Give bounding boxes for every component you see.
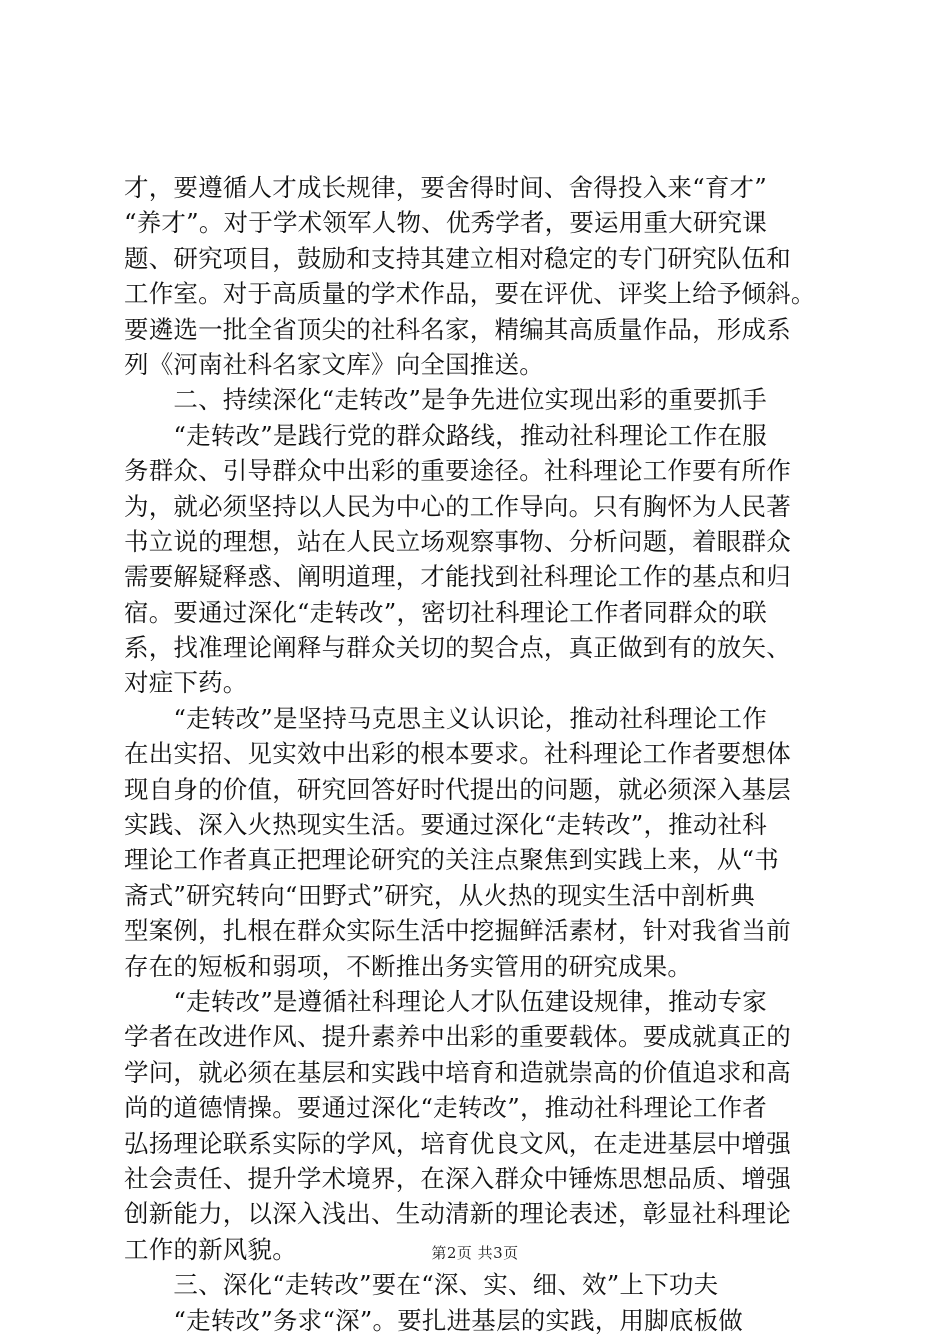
text-line: 现自身的价值，研究回答好时代提出的问题，就必须深入基层: [124, 774, 791, 804]
text-line: 学者在改进作风、提升素养中出彩的重要载体。要成就真正的: [124, 1022, 791, 1052]
document-body: [124, 170, 836, 1338]
text-line: 弘扬理论联系实际的学风，培育优良文风，在走进基层中增强: [124, 1128, 791, 1158]
text-line: 列《河南社科名家文库》向全国推送。: [124, 349, 544, 379]
text-line: 宿。要通过深化“走转改”，密切社科理论工作者同群众的联: [124, 597, 767, 627]
text-line: 才，要遵循人才成长规律，要舍得时间、舍得投入来“育才”: [124, 173, 767, 202]
text-line: 社会责任、提升学术境界，在深入群众中锤炼思想品质、增强: [124, 1163, 791, 1193]
text-line: 务群众、引导群众中出彩的重要途径。社科理论工作要有所作: [124, 456, 791, 486]
text-line: “走转改”是践行党的群众路线，推动社科理论工作在服: [124, 420, 767, 450]
text-line: 实践、深入火热现实生活。要通过深化“走转改”，推动社科: [124, 810, 767, 840]
text-line: “走转改”是坚持马克思主义认识论，推动社科理论工作: [124, 703, 767, 733]
text-line: 对症下药。: [124, 668, 248, 698]
page-footer: 第2页 共3页: [431, 1244, 519, 1262]
text-line: 题、研究项目，鼓励和支持其建立相对稳定的专门研究队伍和: [124, 243, 791, 273]
text-line: 要遴选一批全省顶尖的社科名家，精编其高质量作品，形成系: [124, 314, 791, 344]
text-line: “走转改”是遵循社科理论人才队伍建设规律，推动专家: [124, 986, 767, 1016]
text-line: 工作室。对于高质量的学术作品，要在评优、评奖上给予倾斜。: [124, 279, 816, 309]
text-line: 学问，就必须在基层和实践中培育和造就崇高的价值追求和高: [124, 1057, 791, 1087]
text-line: 三、深化“走转改”要在“深、实、细、效”上下功夫: [124, 1270, 719, 1300]
text-line: 斋式”研究转向“田野式”研究，从火热的现实生活中剖析典: [124, 880, 755, 910]
text-line: “养才”。对于学术领军人物、优秀学者，要运用重大研究课: [124, 208, 767, 238]
text-line: 二、持续深化“走转改”是争先进位实现出彩的重要抓手: [124, 385, 767, 415]
text-line: 在出实招、见实效中出彩的根本要求。社科理论工作者要想体: [124, 739, 791, 769]
text-line: 需要解疑释惑、阐明道理，才能找到社科理论工作的基点和归: [124, 562, 791, 592]
text-line: 工作的新风貌。: [124, 1234, 297, 1264]
text-line: 书立说的理想，站在人民立场观察事物、分析问题，着眼群众: [124, 526, 791, 556]
text-line: 型案例，扎根在群众实际生活中挖掘鲜活素材，针对我省当前: [124, 916, 791, 946]
text-line: “走转改”务求“深”。要扎进基层的实践，用脚底板做: [124, 1305, 743, 1335]
text-line: 尚的道德情操。要通过深化“走转改”，推动社科理论工作者: [124, 1093, 767, 1123]
text-line: 存在的短板和弱项，不断推出务实管用的研究成果。: [124, 951, 693, 981]
text-line: 创新能力，以深入浅出、生动清新的理论表述，彰显社科理论: [124, 1199, 791, 1229]
text-line: 理论工作者真正把理论研究的关注点聚焦到实践上来，从“书: [124, 845, 779, 875]
text-line: 为，就必须坚持以人民为中心的工作导向。只有胸怀为人民著: [124, 491, 791, 521]
text-line: 系，找准理论阐释与群众关切的契合点，真正做到有的放矢、: [124, 633, 791, 663]
